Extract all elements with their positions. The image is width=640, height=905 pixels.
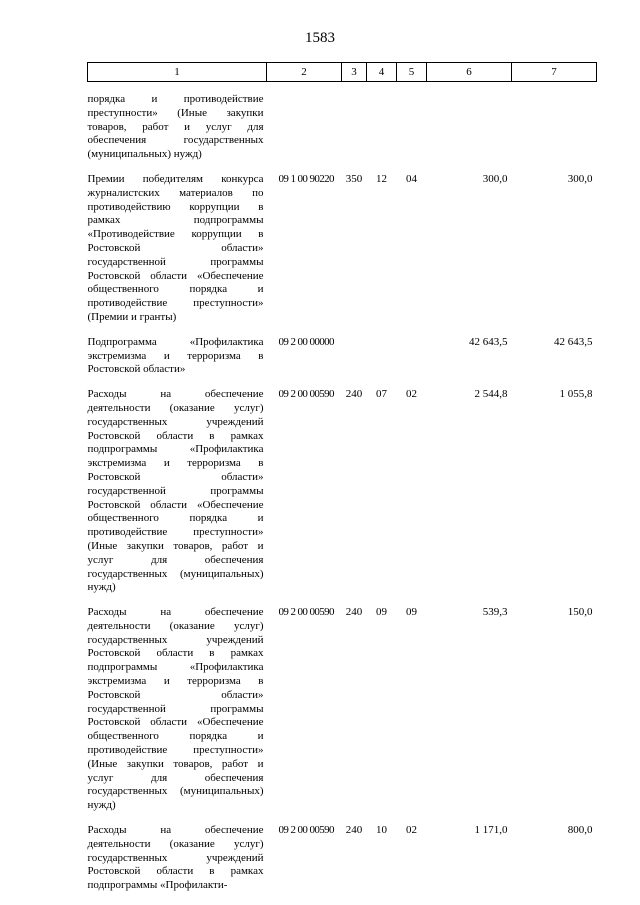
row-subsection bbox=[397, 336, 427, 377]
table-row bbox=[88, 388, 597, 595]
row-description: Расходы на обеспечение деятельности (оказание услуг) государственных учреждений Ростовской области в рамках подпрограммы «Профилакти- bbox=[87, 824, 264, 892]
col-header-5: 5 bbox=[397, 63, 427, 82]
row-description: Премии победителям конкурса журналистских материалов по противодействию коррупции в рамках подпрограммы «Противодействие коррупции в Ростовской области» государственной программы Ростовской области «Обеспечение общественного порядка и противодействие преступности» (Премии и гранты) bbox=[87, 172, 264, 323]
row-amount-col6: 1 171,0 bbox=[474, 824, 508, 837]
row-description: Расходы на обеспечение деятельности (оказание услуг) государственных учреждений Ростовской области в рамках подпрограммы «Профилактика экстремизма и терроризма в Ростовской области» государственной программы Ростовской области «Обеспечение общественного порядка и противодействие преступности» (Иные закупки товаров, работ и услуг для обеспечения государственных (муниципальных) нужд) bbox=[87, 388, 264, 594]
col-header-3: 3 bbox=[342, 63, 367, 82]
row-subsection: 02 bbox=[406, 388, 417, 401]
row-target-code bbox=[267, 82, 342, 162]
row-amount-col7 bbox=[512, 82, 597, 162]
row-expense-type bbox=[342, 336, 367, 377]
row-section: 09 bbox=[376, 606, 387, 619]
row-target-code: 09 1 00 90220 bbox=[278, 172, 334, 185]
table-row bbox=[88, 336, 597, 377]
row-description: порядка и противодействие преступности» (Иные закупки товаров, работ и услуг для обеспечения государственных (муниципальных) нужд) bbox=[87, 93, 264, 161]
row-target-code: 09 2 00 00590 bbox=[278, 388, 334, 401]
row-subsection: 09 bbox=[406, 606, 417, 619]
row-expense-type bbox=[342, 82, 367, 162]
table-row bbox=[88, 606, 597, 813]
col-header-7: 7 bbox=[512, 63, 597, 82]
table-row bbox=[88, 824, 597, 893]
table-row bbox=[88, 82, 597, 162]
row-expense-type: 240 bbox=[345, 824, 363, 837]
col-header-2: 2 bbox=[267, 63, 342, 82]
row-expense-type: 240 bbox=[345, 606, 363, 619]
col-header-4: 4 bbox=[367, 63, 397, 82]
row-amount-col6: 42 643,5 bbox=[469, 335, 508, 348]
row-target-code: 09 2 00 00590 bbox=[278, 824, 334, 837]
col-header-1: 1 bbox=[88, 63, 267, 82]
row-amount-col6: 2 544,8 bbox=[474, 388, 508, 401]
row-target-code: 09 2 00 00000 bbox=[278, 335, 334, 348]
row-subsection bbox=[397, 82, 427, 162]
row-target-code: 09 2 00 00590 bbox=[278, 606, 334, 619]
row-section: 07 bbox=[376, 388, 387, 401]
row-description: Подпрограмма «Профилактика экстремизма и терроризма в Ростовской области» bbox=[87, 335, 264, 376]
budget-table bbox=[87, 62, 597, 893]
row-amount-col7: 42 643,5 bbox=[554, 335, 593, 348]
row-amount-col6: 539,3 bbox=[482, 606, 508, 619]
row-section bbox=[367, 336, 397, 377]
row-section bbox=[367, 82, 397, 162]
row-expense-type: 240 bbox=[345, 388, 363, 401]
row-amount-col7: 150,0 bbox=[567, 606, 593, 619]
row-amount-col7: 300,0 bbox=[567, 172, 593, 185]
row-subsection: 04 bbox=[406, 172, 417, 185]
table-row bbox=[88, 173, 597, 325]
row-section: 12 bbox=[376, 172, 387, 185]
table-header-row bbox=[88, 63, 597, 82]
row-amount-col7: 800,0 bbox=[567, 824, 593, 837]
col-header-6: 6 bbox=[427, 63, 512, 82]
row-subsection: 02 bbox=[406, 824, 417, 837]
row-amount-col7: 1 055,8 bbox=[559, 388, 593, 401]
row-section: 10 bbox=[376, 824, 387, 837]
page-number: 1583 bbox=[305, 30, 335, 46]
row-amount-col6 bbox=[427, 82, 512, 162]
row-amount-col6: 300,0 bbox=[482, 172, 508, 185]
row-expense-type: 350 bbox=[345, 172, 363, 185]
row-description: Расходы на обеспечение деятельности (оказание услуг) государственных учреждений Ростовской области в рамках подпрограммы «Профилактика экстремизма и терроризма в Ростовской области» государственной программы Ростовской области «Обеспечение общественного порядка и противодействие преступности» (Иные закупки товаров, работ и услуг для обеспечения государственных (муниципальных) нужд) bbox=[87, 606, 264, 812]
